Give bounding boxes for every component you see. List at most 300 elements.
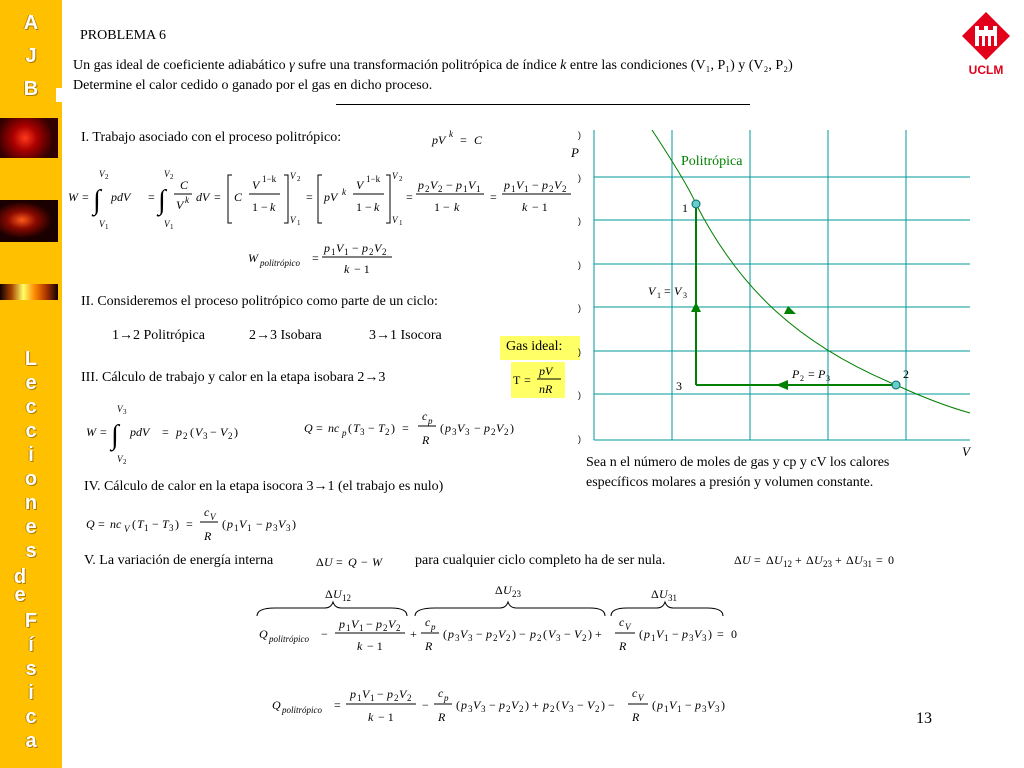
svg-text:(: ( — [190, 425, 194, 439]
svg-text:U: U — [742, 553, 751, 567]
svg-text:C: C — [234, 190, 243, 204]
equation-du-sum — [732, 550, 932, 577]
svg-text:p: p — [387, 687, 393, 701]
svg-text:=: = — [98, 517, 105, 531]
svg-text:−: − — [446, 178, 453, 192]
svg-text:− 1: − 1 — [378, 710, 394, 724]
svg-text:p: p — [324, 241, 330, 255]
section-5-heading: V. La variación de energía interna — [84, 553, 274, 568]
svg-text:Q: Q — [259, 627, 268, 641]
svg-text:V: V — [374, 241, 382, 255]
svg-text:p: p — [362, 241, 368, 255]
svg-text:+: + — [410, 627, 417, 641]
svg-text:=: = — [186, 517, 193, 531]
svg-text:p: p — [418, 178, 424, 192]
svg-text:−: − — [685, 698, 692, 712]
svg-text:3: 3 — [683, 291, 687, 300]
svg-text:V: V — [336, 241, 344, 255]
svg-text:−: − — [377, 687, 384, 701]
svg-text:2: 2 — [550, 704, 555, 714]
svg-text:V: V — [656, 627, 664, 641]
svg-text:3: 3 — [465, 427, 470, 437]
svg-text:T: T — [353, 421, 360, 435]
svg-text:k: k — [449, 129, 453, 139]
svg-text:p: p — [504, 178, 510, 192]
svg-text:Δ: Δ — [651, 587, 659, 601]
castle-logo-icon — [960, 10, 1012, 60]
svg-text:Δ: Δ — [316, 555, 324, 569]
svg-text:1: 1 — [677, 704, 682, 714]
svg-text:): ) — [175, 517, 179, 531]
svg-text:p: p — [176, 425, 182, 439]
svg-text:pdV: pdV — [130, 425, 150, 439]
svg-text:V: V — [99, 169, 105, 179]
svg-text:c: c — [425, 615, 431, 629]
svg-text:1: 1 — [399, 219, 403, 227]
svg-text:2: 2 — [425, 184, 430, 194]
title-letter: i — [28, 444, 34, 466]
svg-text:3: 3 — [702, 633, 707, 643]
svg-text:p: p — [376, 617, 382, 631]
svg-text:−: − — [608, 698, 615, 712]
svg-text:1: 1 — [331, 247, 336, 257]
svg-text:1 −: 1 − — [356, 200, 372, 214]
svg-text:V: V — [399, 687, 407, 701]
svg-text:k: k — [344, 262, 350, 276]
equation-work-integral — [66, 165, 586, 240]
svg-text:2: 2 — [407, 693, 412, 703]
svg-text:2: 2 — [504, 427, 509, 437]
svg-text:Q: Q — [304, 421, 313, 435]
svg-text:=: = — [524, 373, 531, 387]
title-letter: c — [25, 396, 37, 418]
svg-text:−: − — [352, 241, 359, 255]
svg-text:−: − — [256, 517, 263, 531]
svg-text:U: U — [659, 587, 668, 601]
svg-text:+: + — [595, 627, 602, 641]
sidebar-letter-j: J — [25, 45, 37, 67]
svg-text:1: 1 — [651, 633, 656, 643]
svg-text:p: p — [695, 698, 701, 712]
cycle-step-2: 2→3 Isobara — [249, 328, 322, 343]
svg-text:V: V — [496, 421, 504, 435]
svg-text:2: 2 — [383, 623, 388, 633]
svg-text:=: = — [664, 284, 671, 298]
svg-text:c: c — [632, 686, 638, 700]
svg-text:V: V — [460, 627, 468, 641]
state-point-2 — [892, 381, 900, 389]
svg-text:politrópico: politrópico — [269, 634, 309, 644]
svg-text:p: p — [342, 428, 347, 438]
svg-text:V: V — [164, 169, 170, 179]
svg-text:): ) — [578, 434, 581, 444]
svg-text:−: − — [366, 617, 373, 631]
svg-text:k: k — [368, 710, 374, 724]
heat-capacity-note-line1: Sea n el número de moles de gas y cp y cV los calores — [586, 455, 890, 470]
svg-text:2: 2 — [105, 173, 109, 181]
svg-text:2: 2 — [506, 704, 511, 714]
svg-text:V: V — [498, 627, 506, 641]
svg-text:2: 2 — [170, 173, 174, 181]
svg-text:=: = — [406, 190, 413, 204]
svg-text:T: T — [513, 373, 521, 387]
svg-text:=: = — [754, 553, 761, 567]
svg-text:(: ( — [443, 627, 447, 641]
svg-text:=: = — [460, 133, 467, 147]
svg-text:V: V — [356, 178, 364, 192]
svg-text:T: T — [378, 421, 385, 435]
state-point-1 — [692, 200, 700, 208]
svg-text:k: k — [342, 187, 346, 197]
y-axis-label: P — [571, 145, 579, 160]
svg-text:2: 2 — [123, 458, 127, 466]
svg-text:(: ( — [556, 698, 560, 712]
svg-text:V: V — [707, 698, 715, 712]
svg-text:−: − — [489, 698, 496, 712]
svg-text:23: 23 — [823, 559, 832, 569]
svg-text:V: V — [561, 698, 569, 712]
svg-text:−: − — [361, 555, 368, 569]
svg-text:(: ( — [222, 517, 226, 531]
svg-text:V: V — [669, 698, 677, 712]
svg-text:W: W — [86, 425, 96, 439]
svg-text:3: 3 — [715, 704, 720, 714]
svg-text:): ) — [525, 698, 529, 712]
svg-text:1: 1 — [524, 184, 529, 194]
svg-text:3: 3 — [826, 374, 830, 383]
svg-text:): ) — [512, 627, 516, 641]
svg-text:1: 1 — [511, 184, 516, 194]
svg-text:31: 31 — [863, 559, 872, 569]
title-letter: o — [24, 468, 38, 490]
svg-text:p: p — [428, 416, 433, 426]
svg-text:− 1: − 1 — [367, 639, 383, 653]
svg-text:−: − — [368, 421, 375, 435]
svg-text:−: − — [577, 698, 584, 712]
svg-text:U: U — [854, 553, 863, 567]
equation-du-cycle — [314, 550, 414, 577]
svg-text:V: V — [220, 425, 228, 439]
svg-text:3: 3 — [360, 427, 365, 437]
svg-text:−: − — [210, 425, 217, 439]
problem-statement-line2: Determine el calor cedido o ganado por el gas en dicho proceso. — [73, 78, 433, 93]
title-letter: e — [25, 372, 37, 394]
svg-text:2: 2 — [800, 374, 804, 383]
svg-text:V: V — [117, 404, 123, 414]
cycle-step-1: 1→2 Politrópica — [112, 328, 205, 343]
svg-text:3: 3 — [702, 704, 707, 714]
title-letter: a — [25, 730, 37, 752]
p2-p3-label — [791, 367, 830, 383]
svg-text:(: ( — [456, 698, 460, 712]
svg-text:): ) — [578, 347, 581, 357]
svg-text:p: p — [644, 627, 650, 641]
arrow-isobaric-icon — [776, 380, 788, 390]
page-number: 13 — [916, 710, 932, 727]
svg-text:2: 2 — [493, 633, 498, 643]
section-3-heading: III. Cálculo de trabajo y calor en la etapa isobara 2→3 — [81, 370, 386, 385]
cycle-step-3: 3→1 Isocora — [369, 328, 442, 343]
svg-text:3: 3 — [273, 523, 278, 533]
svg-text:1−k: 1−k — [366, 174, 381, 184]
svg-text:1 −: 1 − — [434, 200, 450, 214]
title-letter: c — [25, 706, 37, 728]
sidebar — [0, 0, 62, 768]
title-letter: e — [25, 516, 37, 538]
svg-text:=: = — [306, 190, 313, 204]
section-1-heading: I. Trabajo asociado con el proceso politrópico: — [81, 130, 342, 145]
svg-text:pV: pV — [432, 133, 446, 147]
svg-text:): ) — [721, 698, 725, 712]
equation-q-polytropic — [270, 683, 740, 736]
svg-text:3: 3 — [689, 633, 694, 643]
svg-text:1: 1 — [344, 247, 349, 257]
svg-text:Δ: Δ — [495, 583, 503, 597]
title-letter: s — [25, 658, 37, 680]
svg-text:=: = — [162, 425, 169, 439]
sidebar-letter-b: B — [23, 78, 39, 100]
svg-text:V: V — [674, 284, 682, 298]
sidebar-accent — [56, 88, 63, 102]
svg-text:p: p — [431, 622, 436, 632]
svg-text:1: 1 — [664, 633, 669, 643]
svg-text:V: V — [392, 215, 398, 225]
svg-text:2: 2 — [582, 633, 587, 643]
svg-text:V: V — [176, 198, 184, 212]
svg-text:k: k — [270, 200, 276, 214]
equation-q-isobaric — [302, 406, 542, 461]
svg-text:2: 2 — [369, 247, 374, 257]
svg-text:1: 1 — [463, 184, 468, 194]
svg-text:3: 3 — [556, 633, 561, 643]
svg-text:V: V — [511, 698, 519, 712]
svg-text:=: = — [402, 421, 409, 435]
title-letter: i — [28, 682, 34, 704]
svg-text:): ) — [588, 627, 592, 641]
svg-text:politrópico: politrópico — [260, 258, 300, 268]
svg-text:=: = — [312, 251, 319, 265]
svg-text:1: 1 — [234, 523, 239, 533]
svg-text:0: 0 — [888, 553, 894, 567]
svg-text:): ) — [578, 390, 581, 400]
svg-text:=: = — [148, 190, 155, 204]
svg-text:c: c — [438, 686, 444, 700]
svg-text:1: 1 — [247, 523, 252, 533]
sidebar-photo-1 — [0, 118, 58, 158]
svg-text:pV: pV — [539, 364, 553, 378]
svg-text:k: k — [185, 195, 189, 205]
svg-text:∫: ∫ — [93, 185, 101, 216]
svg-text:+: + — [795, 553, 802, 567]
svg-text:2: 2 — [549, 184, 554, 194]
svg-text:2: 2 — [537, 633, 542, 643]
svg-text:1: 1 — [297, 219, 301, 227]
header-divider — [336, 104, 750, 105]
title-letter: s — [25, 540, 37, 562]
svg-text:(: ( — [639, 627, 643, 641]
svg-text:W: W — [68, 190, 78, 204]
svg-text:31: 31 — [668, 593, 677, 603]
svg-text:nR: nR — [539, 382, 553, 396]
svg-text:2: 2 — [183, 431, 188, 441]
equation-q-isochoric — [84, 504, 324, 551]
svg-text:−: − — [519, 627, 526, 641]
v1-v3-label — [648, 284, 687, 300]
svg-text:U: U — [324, 555, 333, 569]
svg-text:3: 3 — [452, 427, 457, 437]
svg-text:p: p — [682, 627, 688, 641]
svg-text:2: 2 — [506, 633, 511, 643]
svg-text:V: V — [457, 421, 465, 435]
svg-text:3: 3 — [481, 704, 486, 714]
svg-text:V: V — [587, 698, 595, 712]
point-label-1: 1 — [682, 201, 688, 215]
uclm-logo-text: UCLM — [968, 63, 1004, 77]
svg-text:W: W — [372, 555, 382, 569]
svg-text:): ) — [510, 421, 514, 435]
svg-text:Δ: Δ — [766, 553, 774, 567]
svg-text:p: p — [530, 627, 536, 641]
svg-text:W: W — [248, 251, 258, 265]
svg-text:U: U — [774, 553, 783, 567]
svg-text:Δ: Δ — [325, 587, 333, 601]
svg-text:3: 3 — [468, 704, 473, 714]
svg-text:(: ( — [543, 627, 547, 641]
svg-text:c: c — [619, 615, 625, 629]
svg-text:=: = — [490, 190, 497, 204]
svg-text:V: V — [290, 215, 296, 225]
svg-text:R: R — [204, 529, 212, 543]
svg-text:Q: Q — [348, 555, 357, 569]
svg-text:1: 1 — [105, 223, 109, 231]
svg-text:1: 1 — [346, 623, 351, 633]
svg-text:=: = — [214, 190, 221, 204]
section-2-heading: II. Consideremos el proceso politrópico como parte de un ciclo: — [81, 294, 438, 309]
svg-text:1: 1 — [357, 693, 362, 703]
svg-text:p: p — [543, 698, 549, 712]
svg-text:Δ: Δ — [806, 553, 814, 567]
problem-title: PROBLEMA 6 — [80, 28, 166, 43]
statement-text: entre las condiciones (V₁, P₁) y (V₂, P₂) — [569, 58, 793, 73]
svg-text:−: − — [532, 178, 539, 192]
svg-text:V: V — [554, 178, 562, 192]
svg-text:R: R — [438, 710, 446, 724]
svg-text:V: V — [392, 171, 398, 181]
svg-text:3: 3 — [169, 523, 174, 533]
svg-text:c: c — [204, 505, 210, 519]
svg-text:C: C — [180, 178, 189, 192]
statement-text: sufre una transformación politrópica de índice — [298, 58, 557, 73]
svg-text:p: p — [350, 687, 356, 701]
svg-text:V: V — [468, 178, 476, 192]
svg-text:−: − — [672, 627, 679, 641]
svg-text:2: 2 — [228, 431, 233, 441]
svg-text:1: 1 — [664, 704, 669, 714]
svg-text:+: + — [835, 553, 842, 567]
gas-ideal-formula — [511, 362, 565, 398]
title-letter: F — [24, 610, 38, 632]
equation-energy-balance — [255, 580, 755, 665]
svg-text:−: − — [152, 517, 159, 531]
svg-text:V: V — [99, 219, 105, 229]
svg-text:): ) — [578, 303, 581, 313]
svg-text:): ) — [578, 216, 581, 226]
svg-text:=: = — [100, 425, 107, 439]
pv-diagram — [570, 130, 980, 465]
svg-text:=: = — [334, 698, 341, 712]
svg-text:C: C — [474, 133, 483, 147]
svg-text:3: 3 — [203, 431, 208, 441]
svg-text:): ) — [578, 260, 581, 270]
svg-text:p: p — [499, 698, 505, 712]
svg-text:V: V — [164, 219, 170, 229]
svg-text:− 1: − 1 — [532, 200, 548, 214]
svg-text:+: + — [532, 698, 539, 712]
svg-text:V: V — [290, 171, 296, 181]
svg-text:−: − — [476, 627, 483, 641]
svg-text:P: P — [818, 367, 826, 381]
svg-text:=: = — [717, 627, 724, 641]
svg-text:V: V — [473, 698, 481, 712]
svg-text:V: V — [278, 517, 286, 531]
title-letter: e — [14, 584, 26, 606]
svg-text:2: 2 — [394, 693, 399, 703]
svg-text:1: 1 — [657, 291, 661, 300]
svg-text:2: 2 — [491, 427, 496, 437]
title-letter: n — [24, 492, 38, 514]
svg-text:=: = — [336, 555, 343, 569]
svg-text:k: k — [522, 200, 528, 214]
svg-text:V: V — [648, 284, 656, 298]
svg-text:): ) — [234, 425, 238, 439]
uclm-logo — [960, 10, 1012, 77]
svg-text:U: U — [503, 583, 512, 597]
svg-text:): ) — [578, 173, 581, 183]
svg-text:12: 12 — [783, 559, 792, 569]
svg-text:R: R — [425, 639, 433, 653]
svg-text:2: 2 — [399, 175, 403, 183]
svg-text:V: V — [548, 627, 556, 641]
svg-text:V: V — [388, 617, 396, 631]
svg-text:(: ( — [440, 421, 444, 435]
sidebar-spectrum — [0, 284, 58, 300]
svg-text:=: = — [82, 190, 89, 204]
svg-text:3: 3 — [569, 704, 574, 714]
svg-text:0: 0 — [731, 627, 737, 641]
svg-text:1: 1 — [359, 623, 364, 633]
point-label-2: 2 — [903, 367, 909, 381]
svg-text:T: T — [162, 517, 169, 531]
svg-text:Δ: Δ — [846, 553, 854, 567]
svg-text:∫: ∫ — [158, 185, 166, 216]
problem-statement-line1 — [73, 58, 793, 74]
svg-text:1 −: 1 − — [252, 200, 268, 214]
svg-text:U: U — [333, 587, 342, 601]
equation-w-isobaric — [84, 398, 264, 473]
section-4-heading: IV. Cálculo de calor en la etapa isocora 3→1 (el trabajo es nulo) — [84, 479, 444, 494]
svg-text:p: p — [445, 421, 451, 435]
svg-text:nc: nc — [110, 517, 122, 531]
svg-text:V: V — [195, 425, 203, 439]
svg-text:−: − — [474, 421, 481, 435]
svg-text:2: 2 — [438, 184, 443, 194]
svg-text:∫: ∫ — [111, 420, 119, 451]
svg-text:Δ: Δ — [734, 553, 742, 567]
svg-text:3: 3 — [468, 633, 473, 643]
svg-text:V: V — [430, 178, 438, 192]
svg-text:p: p — [227, 517, 233, 531]
svg-text:V: V — [252, 178, 260, 192]
